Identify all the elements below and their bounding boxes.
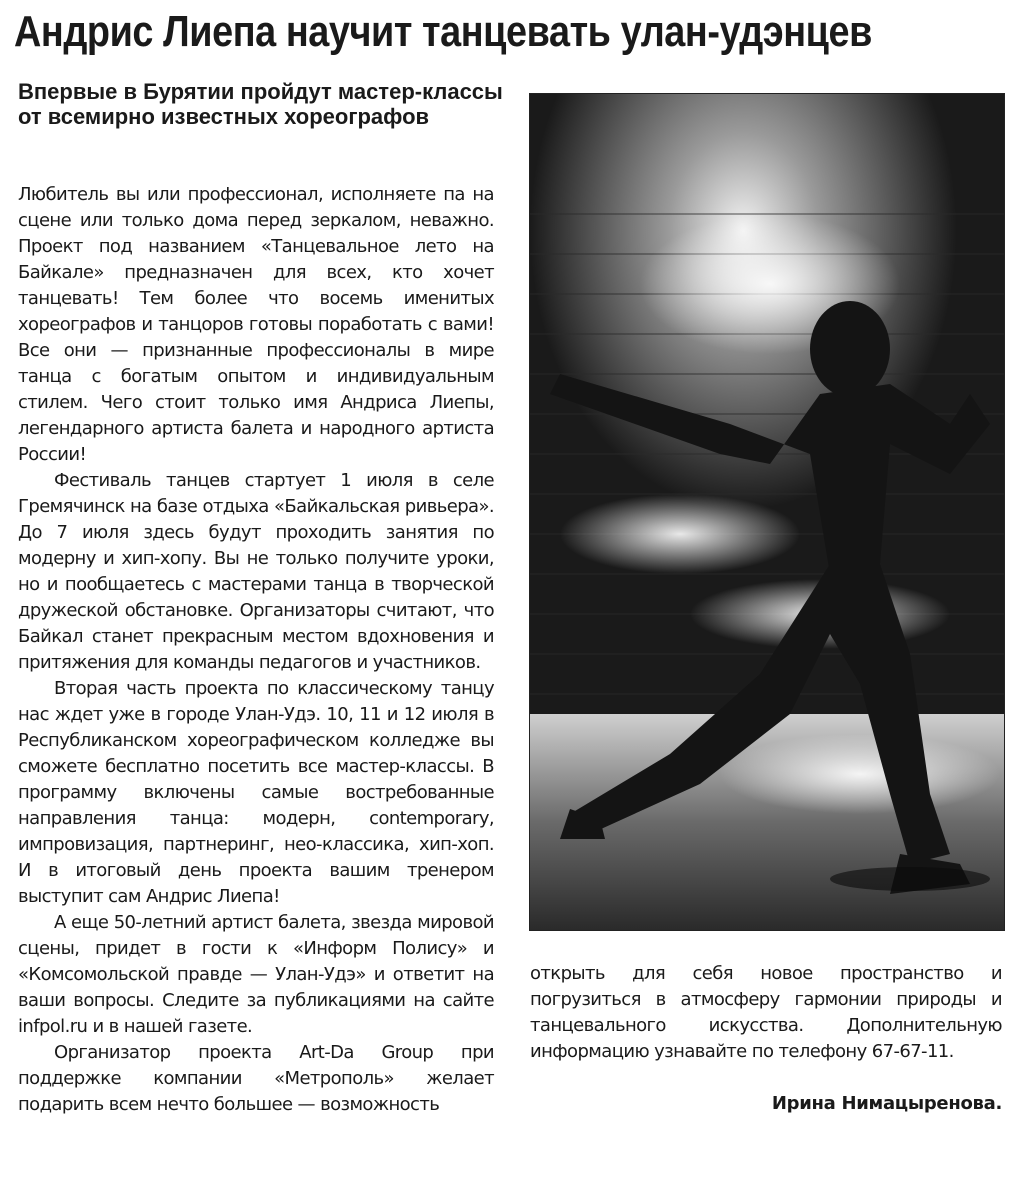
article-headline: Андрис Лиепа научит танцевать улан-удэнцев bbox=[14, 7, 872, 56]
article-author: Ирина Нимацыренова. bbox=[771, 1093, 1002, 1114]
article-paragraph-continued: открыть для себя новое пространство и погрузиться в атмосферу гармонии природы и танцевального искусства. Дополнительную информацию узнавайте по телефону 67-67-11. bbox=[530, 963, 1002, 1062]
article-body-right-column bbox=[530, 961, 1002, 1065]
article-paragraph-4: А еще 50-летний артист балета, звезда мировой сцены, придет в гости к «Информ Полису» и «Комсомольской правде — Улан-Удэ» и ответит на ваши вопросы. Следите за публикациями на сайте infpol.ru и в нашей газете. bbox=[18, 912, 494, 1037]
article-body-left-column bbox=[18, 182, 494, 1118]
article-subheadline: Впервые в Бурятии пройдут мастер-классы от всемирно известных хореографов bbox=[18, 79, 503, 129]
article-paragraph-1: Любитель вы или профессионал, исполняете па на сцене или только дома перед зеркалом, неважно. Проект под названием «Танцевальное лето на Байкале» предназначен для всех, кто хочет танцевать! Тем более что восемь именитых хореографов и танцоров готовы поработать с вами! Все они — признанные профессионалы в мире танца с богатым опытом и индивидуальным стилем. Чего стоит только имя Андриса Лиепы, легендарного артиста балета и народного артиста России! bbox=[18, 184, 494, 465]
article-paragraph-3: Вторая часть проекта по классическому танцу нас ждет уже в городе Улан-Удэ. 10, 11 и 12 июля в Республиканском хореографическом колледже вы сможете бесплатно посетить все мастер-классы. В программу включены самые востребованные направления танца: модерн, contemporary, импровизация, партнеринг, нео-классика, хип-хоп. И в итоговый день проекта вашим тренером выступит сам Андрис Лиепа! bbox=[18, 678, 494, 907]
article-paragraph-5: Организатор проекта Art-Da Group при поддержке компании «Метрополь» желает подарить всем нечто большее — возможность bbox=[18, 1042, 494, 1115]
article-paragraph-2: Фестиваль танцев стартует 1 июля в селе Гремячинск на базе отдыха «Байкальская ривьера». До 7 июля здесь будут проходить занятия по модерну и хип-хопу. Вы не только получите уроки, но и пообщаетесь с мастерами танца в творческой дружеской обстановке. Организаторы считают, что Байкал станет прекрасным местом вдохновения и притяжения для команды педагогов и участников. bbox=[18, 470, 494, 673]
dancer-photo bbox=[529, 93, 1005, 931]
dancer-photo-illustration bbox=[530, 94, 1004, 930]
